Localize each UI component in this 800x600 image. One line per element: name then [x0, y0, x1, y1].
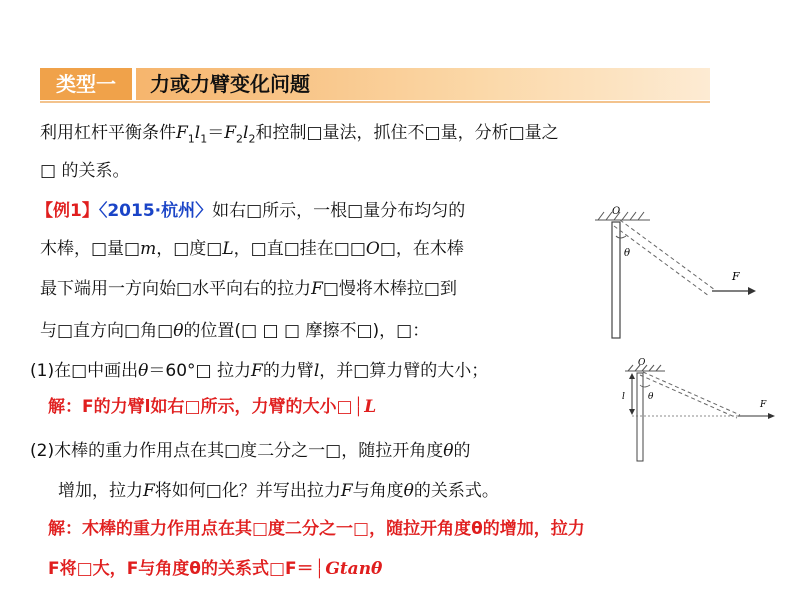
question-2-line-2: 增加，拉力F将如何□化？并写出拉力F与角度θ的关系式。: [58, 481, 499, 501]
figure-2-label-f: F: [760, 400, 767, 410]
figure-2-lever-arm-diagram: [610, 355, 780, 465]
figure-1-label-o: O: [612, 206, 621, 217]
question-1: (1)在□中画出θ＝60°□ 拉力F的力臂l，并□算力臂的大小；: [30, 361, 489, 381]
section-title: 力或力臂变化问题: [150, 72, 310, 96]
figure-1-label-f: F: [732, 270, 740, 283]
section-tag: 类型一: [40, 68, 132, 100]
figure-1-lever-diagram: [590, 200, 760, 345]
intro-line-1: 利用杠杆平衡条件$F_1l_1=F_2l_2$和控制□量法，抓住不□量，分析□量之: [40, 123, 559, 146]
answer-1-fraction: | |: [356, 396, 361, 417]
header-underline: [40, 101, 710, 103]
figure-1-label-theta: θ: [624, 248, 631, 259]
answer-2-line-2: F将□大，F与角度θ的关系式□F＝ | | Gtanθ: [48, 558, 383, 579]
question-2-line-1: (2)木棒的重力作用点在其□度二分之一□，随拉开角度θ的: [30, 441, 471, 461]
section-header: [40, 68, 710, 102]
answer-1: 解：F的力臂l如右□所示，力臂的大小□ | | L: [48, 396, 377, 417]
example-line-4: 与□直方向□角□θ的位置(□ □ □ 摩擦不□)，□：: [40, 321, 430, 341]
figure-2-label-theta: θ: [648, 392, 654, 402]
figure-2-label-o: O: [638, 358, 646, 368]
example-line-2: 木棒，□量□m，□度□L，□直□挂在□□O□，在木棒: [40, 239, 464, 259]
answer-2-line-1: 解：木棒的重力作用点在其□度二分之一□，随拉开角度θ的增加，拉力: [48, 519, 585, 539]
example-line-3: 最下端用一方向始□水平向右的拉力F□慢将木棒拉□到: [40, 279, 457, 299]
figure-2-label-l: l: [622, 392, 625, 402]
example-line-1: 【例1】〈2015·杭州〉如右□所示，一根□量分布均匀的: [36, 201, 466, 221]
answer-2-fraction: | |: [317, 558, 322, 579]
intro-line-2: □ 的关系。: [40, 161, 130, 181]
